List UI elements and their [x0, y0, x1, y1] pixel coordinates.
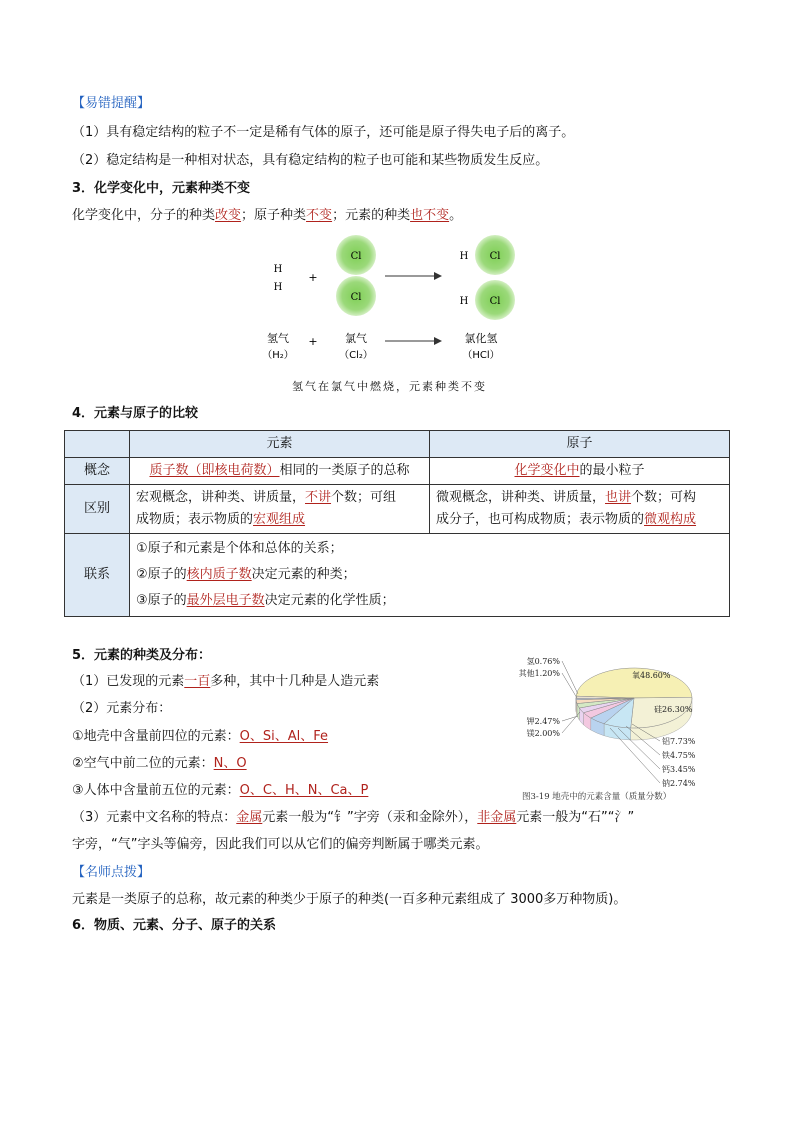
reaction-diagram [255, 228, 535, 368]
cell-atom-difference: 微观概念，讲种类、讲质量，也讲个数；可构 成分子，也可构成物质；表示物质的微观构成 [430, 485, 730, 534]
plus-sign-1: + [308, 271, 318, 284]
label-cl2: 氯气 [345, 332, 367, 345]
pie-label-氢: 氢0.76% [526, 657, 560, 666]
svg-text:Cl: Cl [489, 251, 501, 262]
section4-title: 4．元素与原子的比较 [72, 406, 199, 421]
row-label-difference: 区别 [65, 485, 130, 534]
pie-label-铝: 铝7.73% [662, 737, 696, 746]
svg-text:Cl: Cl [350, 292, 362, 303]
section5-title: 5．元素的种类及分布： [72, 648, 212, 663]
tip-item-1: （1）具有稳定结构的粒子不一定是稀有气体的原子，还可能是原子得失电子后的离子。 [72, 125, 575, 140]
formula-cl2: （Cl₂） [339, 350, 373, 361]
pie-label-钠: 钠2.74% [662, 779, 696, 788]
answer-change: 改变 [215, 208, 242, 223]
svg-text:Cl: Cl [489, 296, 501, 307]
label-hcl: 氯化氢 [464, 332, 498, 345]
answer-also-unchanged: 也不变 [410, 208, 450, 223]
hcl-h-2: H [459, 296, 469, 307]
comparison-table [64, 430, 730, 617]
diagram-caption: 氢气在氯气中燃烧，元素种类不变 [292, 380, 487, 393]
pie-label-钾: 钾2.47% [526, 717, 560, 726]
cell-element-concept: 质子数（即核电荷数）相同的一类原子的总称 [130, 458, 430, 485]
section5-p2: （2）元素分布： [72, 701, 172, 716]
answer-unchanged: 不变 [306, 208, 333, 223]
pie-label-其他: 其他1.20% [518, 669, 560, 678]
section3-text: 化学变化中，分子的种类改变；原子种类不变；元素的种类也不变。 [72, 208, 463, 223]
table-row [65, 485, 730, 534]
cell-element-difference: 宏观概念，讲种类、讲质量，不讲个数；可组 成物质；表示物质的宏观组成 [130, 485, 430, 534]
row-label-link: 联系 [65, 534, 130, 617]
pie-leader-镁 [562, 712, 580, 733]
table-row [65, 458, 730, 485]
pie-label-镁: 镁2.00% [526, 729, 560, 738]
section6-title: 6．物质、元素、分子、原子的关系 [72, 918, 277, 933]
hcl-h-1: H [459, 251, 469, 262]
header-element: 元素 [130, 431, 430, 458]
table-header-row [65, 431, 730, 458]
table-row [65, 534, 730, 617]
h-atom-1: H [273, 264, 283, 275]
pie-leader-氢 [562, 661, 578, 694]
master-text: 元素是一类原子的总称，故元素的种类少于原子的种类(一百多种元素组成了 3000多万种物质)。 [72, 892, 627, 907]
section5-p4: ②空气中前二位的元素：N、O [72, 756, 247, 771]
h-atom-2: H [273, 282, 283, 293]
cell-atom-concept: 化学变化中的最小粒子 [430, 458, 730, 485]
pie-label-钙: 钙3.45% [662, 765, 696, 774]
cell-link: ①原子和元素是个体和总体的关系； ②原子的核内质子数决定元素的种类； ③原子的最外层电子数决定元素的化学性质； [130, 534, 730, 617]
master-heading: 【名师点拨】 [72, 865, 151, 880]
pie-label-铁: 铁4.75% [662, 751, 696, 760]
section3-title: 3．化学变化中，元素种类不变 [72, 181, 251, 196]
crust-elements-pie-chart [514, 650, 714, 810]
plus-sign-2: + [308, 335, 318, 348]
section5-p7: 字旁，“气”字头等偏旁，因此我们可以从它们的偏旁判断属于哪类元素。 [72, 837, 489, 852]
tip-heading: 【易错提醒】 [72, 96, 151, 111]
section5-p3: ①地壳中含量前四位的元素：O、Si、Al、Fe [72, 729, 329, 744]
section5-p1: （1）已发现的元素一百多种，其中十几种是人造元素 [72, 674, 380, 689]
pie-label-硅: 硅26.30% [654, 705, 693, 714]
section5-p6: （3）元素中文名称的特点：金属元素一般为“钅”字旁（汞和金除外），非金属元素一般为“石”“氵” [72, 810, 635, 825]
tip-item-2: （2）稳定结构是一种相对状态，具有稳定结构的粒子也可能和某些物质发生反应。 [72, 153, 549, 168]
label-h2: 氢气 [267, 332, 289, 345]
formula-hcl: （HCl） [462, 350, 500, 361]
section5-p5: ③人体中含量前五位的元素：O、C、H、N、Ca、P [72, 783, 369, 798]
pie-chart-caption: 图3-19 地壳中的元素含量（质量分数） [522, 792, 672, 802]
row-label-concept: 概念 [65, 458, 130, 485]
formula-h2: （H₂） [262, 350, 294, 361]
svg-text:Cl: Cl [350, 251, 362, 262]
header-atom: 原子 [430, 431, 730, 458]
pie-label-氧: 氧48.60% [632, 671, 671, 680]
